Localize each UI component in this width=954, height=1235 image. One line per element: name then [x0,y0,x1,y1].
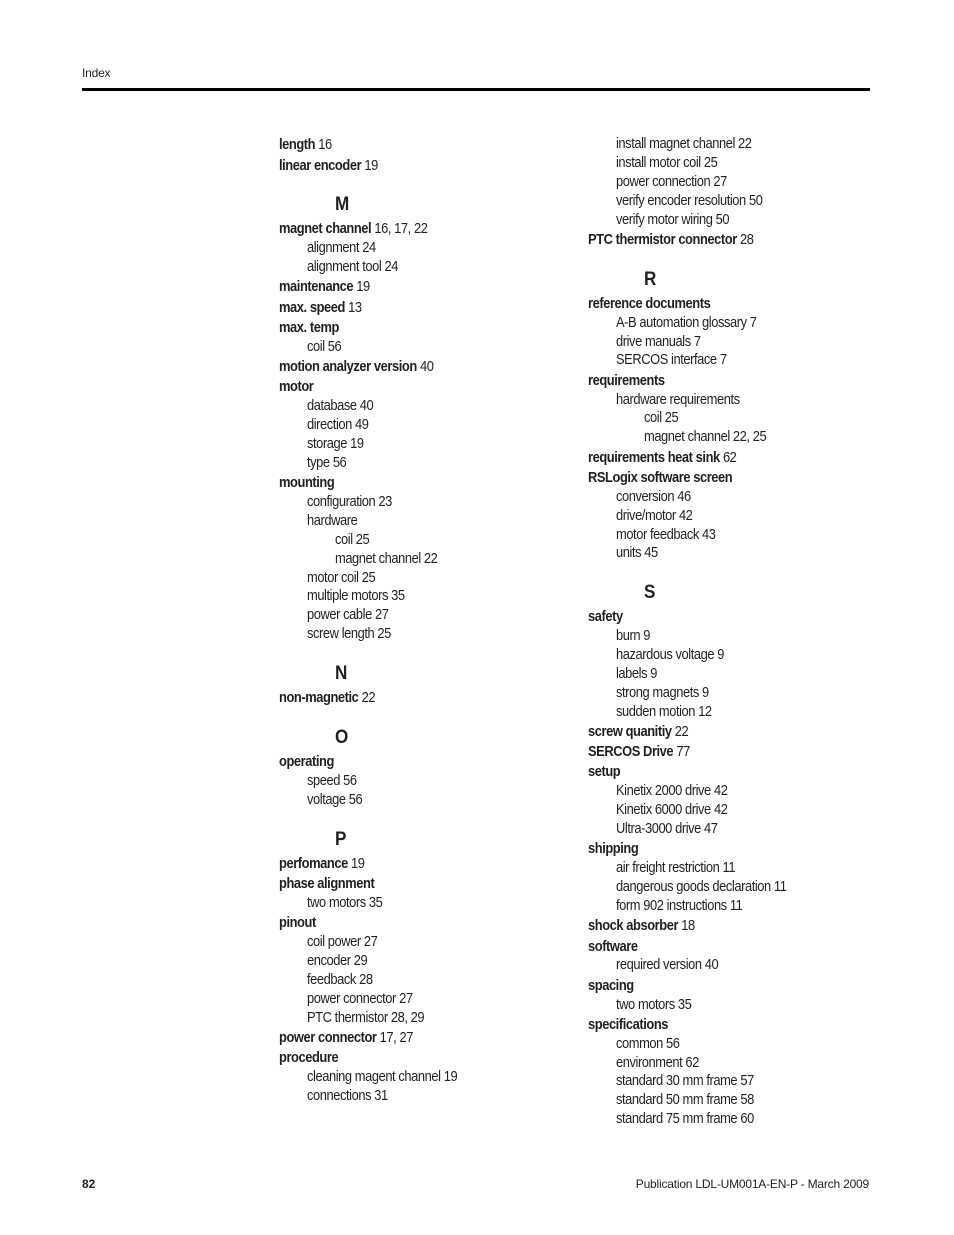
index-subentry: air freight restriction 11 [616,859,736,877]
index-term: RSLogix software screen [588,468,733,486]
index-subentry: coil 56 [307,337,342,355]
index-term: screw quanitiy [588,723,672,741]
index-subentry: coil 25 [335,530,370,548]
index-subentry: hazardous voltage 9 [616,646,725,664]
index-term: setup [588,763,621,781]
index-subentry: drive manuals 7 [616,332,701,350]
index-term: maintenance [279,278,354,296]
index-term: power connector [279,1028,377,1046]
index-term: software [588,937,638,955]
index-entry [588,917,846,936]
index-entry [588,977,846,996]
index-subentry: alignment tool 24 [307,258,398,276]
index-subentry: sudden motion 12 [616,702,712,720]
index-entry [588,938,846,957]
index-term: motor [279,378,314,396]
index-subentry: Kinetix 6000 drive 42 [616,801,728,819]
index-entry [588,295,846,314]
index-subentry: form 902 instructions 11 [616,897,743,915]
index-term: pinout [279,914,316,932]
index-entry [588,469,846,488]
index-entry [279,220,537,239]
index-subentry: coil power 27 [307,932,378,950]
index-subentry: power connection 27 [616,172,727,190]
index-page-refs: 22 [674,723,689,741]
index-term: max. speed [279,298,345,316]
index-subentry: hardware [307,511,358,529]
index-subentry: connections 31 [307,1086,388,1104]
index-subentry: units 45 [616,544,658,562]
index-subentry: verify motor wiring 50 [616,210,730,228]
header-rule [82,88,870,91]
index-letter-heading: P [335,828,347,850]
index-entry [279,474,537,493]
index-entry [279,358,537,377]
index-subentry: feedback 28 [307,970,373,988]
index-page-refs: 28 [739,230,754,248]
index-term: PTC thermistor connector [588,230,737,248]
index-subentry: type 56 [307,453,347,471]
index-page-refs: 13 [348,298,362,316]
index-page-refs: 17, 27 [379,1028,413,1046]
index-subentry: A-B automation glossary 7 [616,313,757,331]
index-page-refs: 19 [356,278,370,296]
index-subentry: motor feedback 43 [616,525,716,543]
publication-info: Publication LDL-UM001A-EN-P - March 2009 [635,1177,869,1191]
index-entry [279,319,537,338]
index-term: phase alignment [279,874,375,892]
index-subentry: Kinetix 2000 drive 42 [616,782,728,800]
index-page-refs: 19 [364,156,378,174]
index-subentry: power connector 27 [307,989,413,1007]
index-page-refs: 18 [681,917,695,935]
index-entry [279,855,537,874]
index-subentry: required version 40 [616,956,719,974]
index-subentry: screw length 25 [307,625,391,643]
index-entry [588,840,846,859]
index-page-refs: 40 [419,357,434,375]
index-term: requirements [588,371,665,389]
index-entry [588,743,846,762]
index-subentry: labels 9 [616,665,658,683]
index-entry [279,689,537,708]
index-subentry: coil 25 [644,409,679,427]
index-subentry: standard 50 mm frame 58 [616,1091,754,1109]
index-term: length [279,136,316,154]
index-subentry: install magnet channel 22 [616,135,752,152]
page-number: 82 [82,1177,96,1191]
index-subentry: storage 19 [307,434,364,452]
index-entry [279,299,537,318]
index-term: operating [279,753,334,771]
index-subentry: common 56 [616,1034,680,1052]
index-subentry: two motors 35 [307,893,383,911]
index-entry [588,723,846,742]
index-term: safety [588,608,623,626]
index-subentry: database 40 [307,397,374,415]
index-subentry: Ultra-3000 drive 47 [616,820,718,838]
index-subentry: speed 56 [307,771,357,789]
index-term: magnet channel [279,220,372,238]
index-letter-heading: M [335,194,350,216]
index-term: requirements heat sink [588,448,720,466]
index-term: shock absorber [588,917,679,935]
index-subentry: standard 30 mm frame 57 [616,1072,754,1090]
index-subentry: alignment 24 [307,239,376,257]
index-term: mounting [279,473,335,491]
index-column-right [588,135,888,1129]
index-term: procedure [279,1049,339,1066]
index-letter-heading: R [644,268,657,290]
index-column-left [279,135,579,1106]
index-subentry: verify encoder resolution 50 [616,191,763,209]
index-subentry: standard 75 mm frame 60 [616,1110,754,1128]
index-subentry: cleaning magent channel 19 [307,1067,458,1085]
index-term: max. temp [279,318,339,336]
index-term: non-magnetic [279,689,359,707]
index-subentry: conversion 46 [616,487,691,505]
running-header: Index [82,66,111,80]
index-term: spacing [588,976,634,994]
index-page-refs: 62 [722,448,737,466]
index-page-refs: 19 [350,854,365,872]
index-letter-heading: N [335,663,348,685]
index-subentry: burn 9 [616,627,651,645]
index-letter-heading: O [335,727,349,749]
index-subentry: motor coil 25 [307,568,376,586]
index-page-refs: 16, 17, 22 [374,220,428,238]
index-entry [279,278,537,297]
index-page-refs: 16 [318,136,332,154]
index-letter-heading: S [644,582,656,604]
index-term: motion analyzer version [279,357,417,375]
index-entry [279,1029,537,1048]
index-entry [588,372,846,391]
index-term: SERCOS Drive [588,743,674,761]
index-term: linear encoder [279,156,362,174]
index-entry [279,157,537,176]
index-entry [279,1049,537,1068]
index-entry [279,753,537,772]
index-subentry: direction 49 [307,415,369,433]
index-subentry: magnet channel 22, 25 [644,428,767,446]
index-subentry: encoder 29 [307,951,368,969]
index-subentry: strong magnets 9 [616,683,709,701]
index-subentry: configuration 23 [307,492,392,510]
index-subentry: multiple motors 35 [307,587,405,605]
index-entry [279,914,537,933]
index-entry [588,449,846,468]
index-page-refs: 22 [361,689,376,707]
index-entry [588,1016,846,1035]
index-subentry: two motors 35 [616,995,692,1013]
index-subentry: hardware requirements [616,390,740,408]
index-entry [588,608,846,627]
index-term: perfomance [279,854,348,872]
index-term: shipping [588,840,639,858]
index-entry [588,763,846,782]
index-subentry: drive/motor 42 [616,506,693,524]
index-entry [588,231,846,250]
index-subentry: PTC thermistor 28, 29 [307,1008,425,1026]
index-term: specifications [588,1015,669,1033]
index-subentry: SERCOS interface 7 [616,351,727,369]
index-term: reference documents [588,294,711,312]
index-subentry: voltage 56 [307,790,363,808]
index-page-refs: 77 [676,743,690,761]
index-subentry: environment 62 [616,1053,699,1071]
index-entry [279,378,537,397]
index-subentry: magnet channel 22 [335,549,438,567]
index-subentry: install motor coil 25 [616,153,718,171]
index-entry [279,875,537,894]
index-subentry: dangerous goods declaration 11 [616,878,787,896]
index-entry [279,136,537,155]
index-subentry: power cable 27 [307,606,389,624]
